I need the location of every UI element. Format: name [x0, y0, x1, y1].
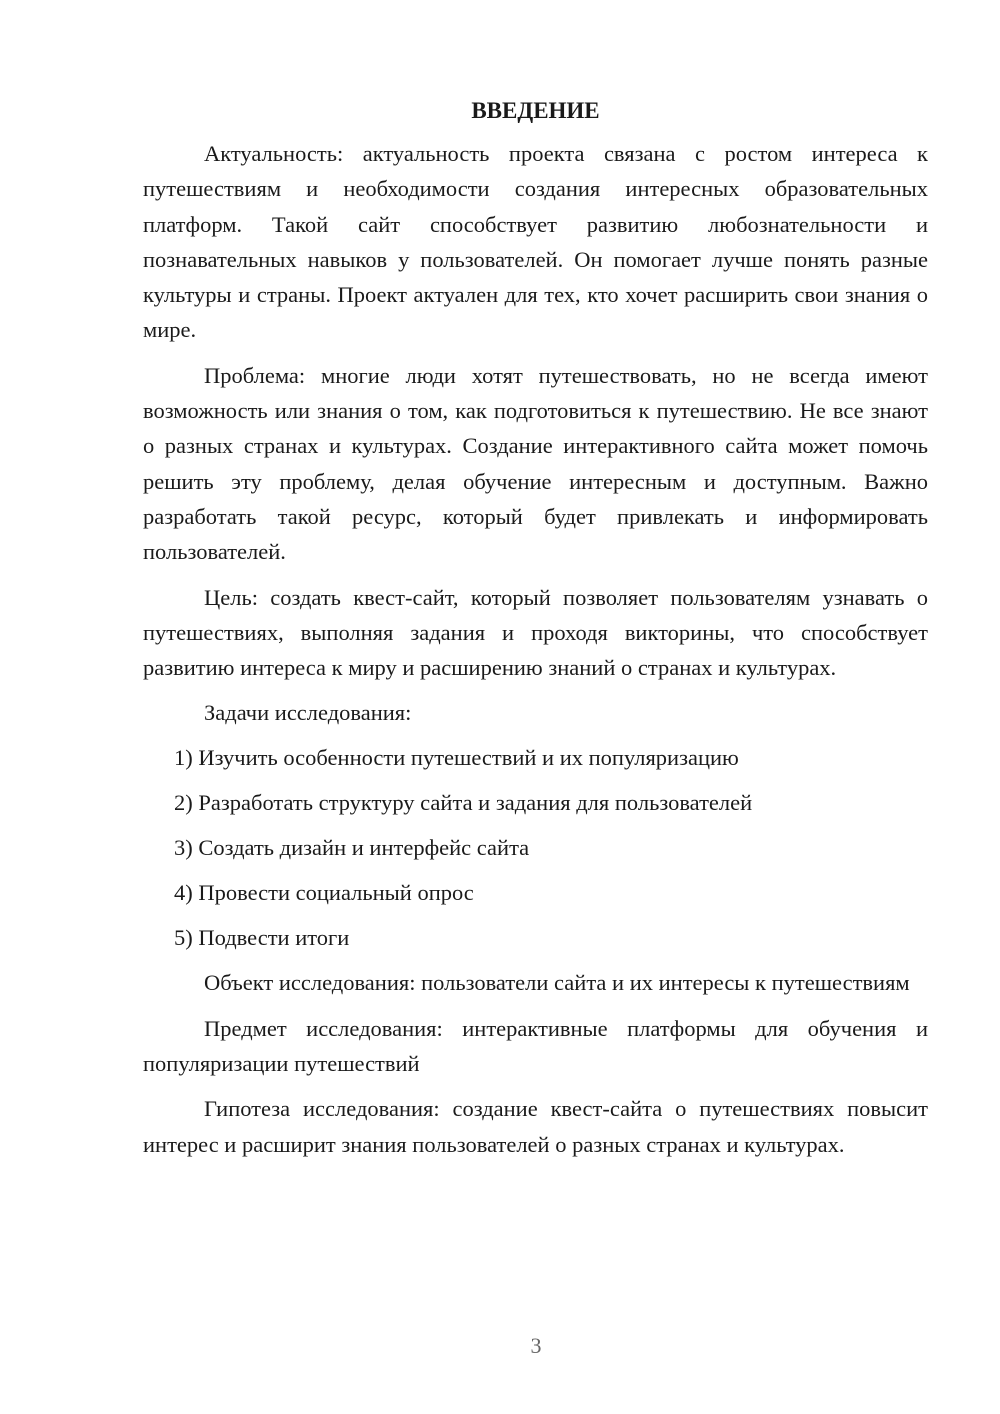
paragraph-object: Объект исследования: пользователи сайта и их интересы к путешествиям [204, 970, 910, 996]
paragraph-relevance: Актуальность: актуальность проекта связана с ростом интереса к путешествиям и необходимости создания интересных образовательных платформ. Такой сайт способствует развитию любознательности и познавательных навыков у пользователей. Он помогает лучше понять разные культуры и страны. Проект актуален для тех, кто хочет расширить свои знания о мире. [143, 141, 928, 343]
paragraph-goal: Цель: создать квест-сайт, который позволяет пользователям узнавать о путешествиях, выполняя задания и проходя викторины, что способствует развитию интереса к миру и расширению знаний о странах и культурах. [143, 584, 928, 681]
document-page [143, 96, 928, 1172]
section-heading: ВВЕДЕНИЕ [471, 98, 600, 123]
list-item: 4) Провести социальный опрос [174, 880, 474, 906]
tasks-label: Задачи исследования: [204, 700, 412, 726]
list-item: 2) Разработать структуру сайта и задания для пользователей [174, 790, 753, 816]
list-item: 3) Создать дизайн и интерфейс сайта [174, 835, 530, 861]
paragraph-subject: Предмет исследования: интерактивные платформы для обучения и популяризации путешествий [143, 1015, 928, 1077]
task-list [143, 740, 928, 955]
paragraph-hypothesis: Гипотеза исследования: создание квест-сайта о путешествиях повысит интерес и расширит знания пользователей о разных странах и культурах. [143, 1096, 928, 1157]
paragraph-problem: Проблема: многие люди хотят путешествовать, но не всегда имеют возможность или знания о том, как подготовиться к путешествию. Не все знают о разных странах и культурах. Создание интерактивного сайта может помочь решить эту проблему, делая обучение интересным и доступным. Важно разработать такой ресурс, который будет привлекать и информировать пользователей. [143, 362, 928, 565]
page-number: 3 [530, 1333, 542, 1358]
list-item: 1) Изучить особенности путешествий и их популяризацию [174, 745, 739, 771]
list-item: 5) Подвести итоги [174, 925, 350, 951]
